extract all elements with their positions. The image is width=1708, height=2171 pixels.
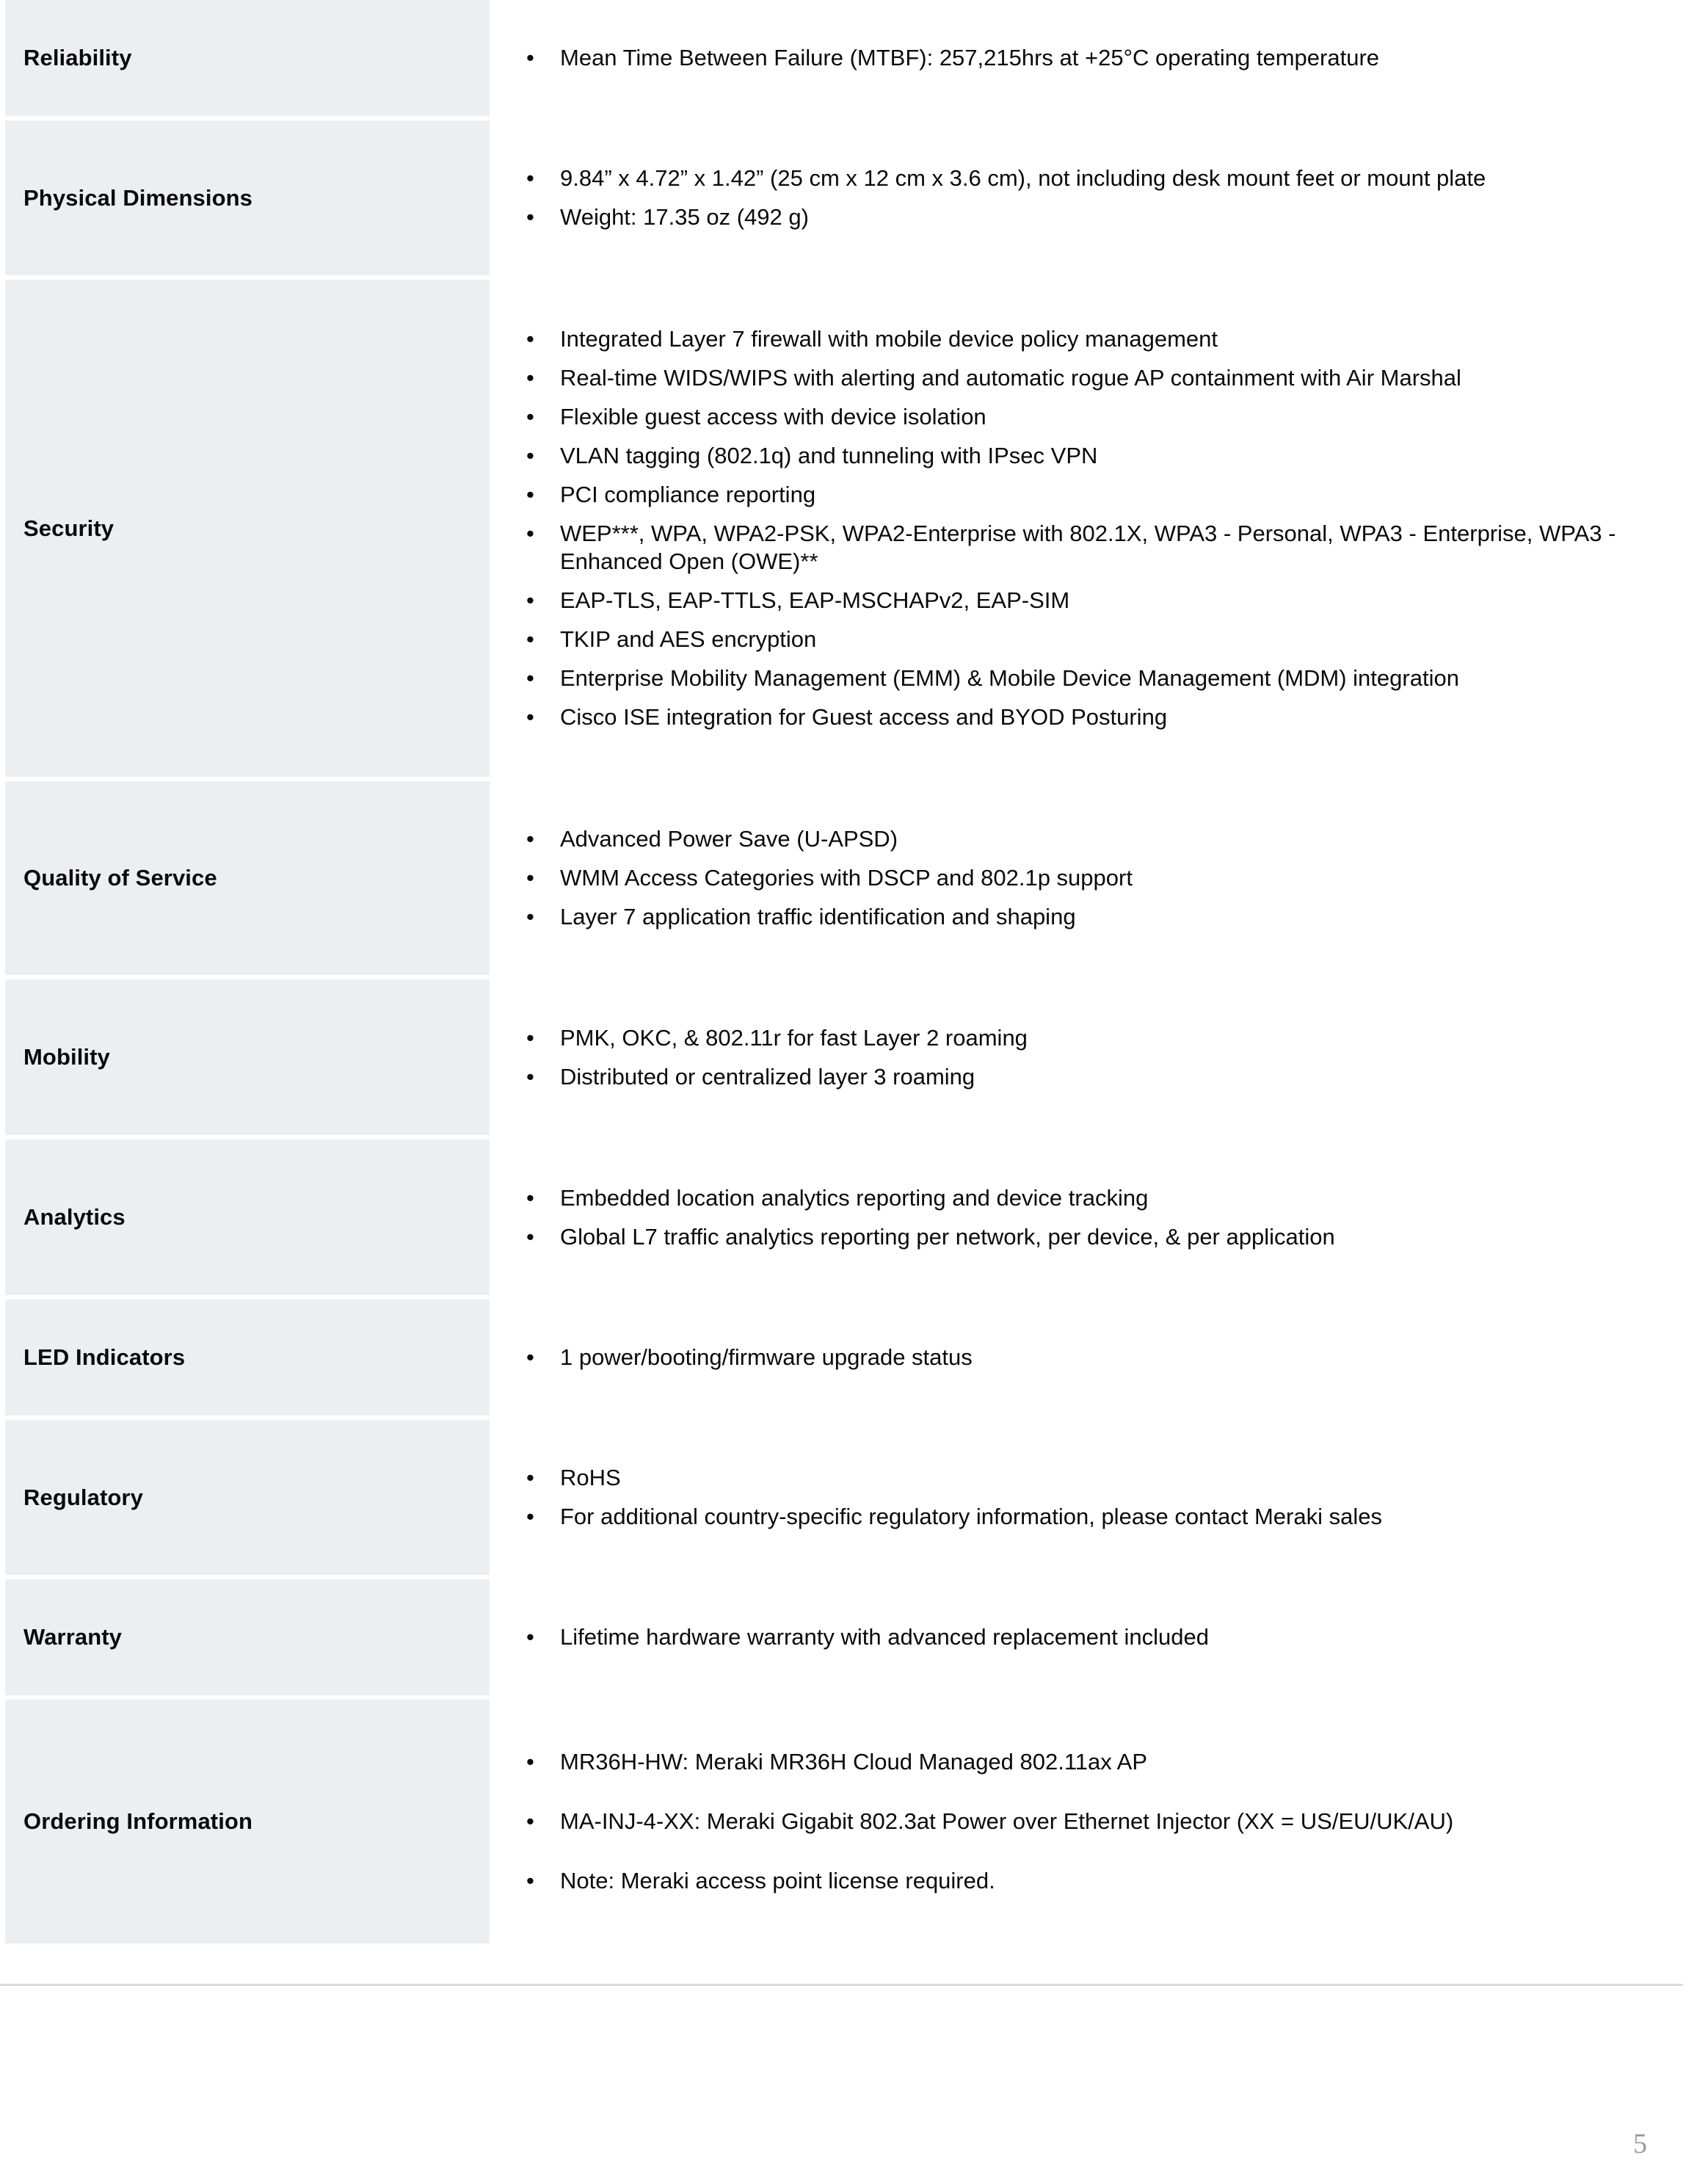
spec-label: Physical Dimensions [5,120,490,275]
list-item: • VLAN tagging (802.1q) and tunneling with IPsec VPN [526,442,1646,470]
bullet-list [526,1013,1028,1102]
footer-divider [0,1984,1683,1986]
spec-label: Ordering Information [5,1700,490,1943]
list-item: • For additional country-specific regulatory information, please contact Meraki sales [526,1503,1382,1531]
spec-row-warranty [5,1579,1676,1700]
bullet-list [526,1612,1209,1662]
spec-value [490,1420,1676,1575]
spec-row-security [5,280,1676,781]
list-item: • Layer 7 application traffic identification and shaping [526,903,1133,931]
spec-label: Reliability [5,0,490,116]
list-item: • Real-time WIDS/WIPS with alerting and automatic rogue AP containment with Air Marshal [526,364,1646,392]
bullet-list [526,153,1486,242]
spec-value [490,0,1676,116]
list-item: • Global L7 traffic analytics reporting per network, per device, & per application [526,1223,1335,1251]
bullet-list [526,1748,1453,1895]
bullet-list [526,33,1379,83]
spec-label: Mobility [5,979,490,1135]
list-item: • Integrated Layer 7 firewall with mobile device policy management [526,325,1646,353]
spec-row-mobility [5,979,1676,1139]
bullet-list [526,1333,973,1382]
page-number: 5 [1633,2128,1647,2159]
list-item: • Advanced Power Save (U-APSD) [526,825,1133,853]
bullet-list [526,314,1646,742]
spec-value [490,1300,1676,1416]
list-item: • WMM Access Categories with DSCP and 802.1p support [526,864,1133,892]
spec-value [490,1579,1676,1695]
spec-row-quality-of-service [5,781,1676,979]
spec-value [490,781,1676,975]
spec-value [490,979,1676,1135]
spec-label: Security [5,280,490,777]
list-item: • Enterprise Mobility Management (EMM) & Mobile Device Management (MDM) integration [526,664,1646,692]
spec-label: Regulatory [5,1420,490,1575]
list-item: • Mean Time Between Failure (MTBF): 257,215hrs at +25°C operating temperature [526,44,1379,72]
spec-value [490,1700,1676,1943]
list-item: • Lifetime hardware warranty with advanced replacement included [526,1623,1209,1651]
list-item: • Flexible guest access with device isolation [526,403,1646,431]
spec-row-reliability [5,0,1676,120]
list-item: • EAP-TLS, EAP-TTLS, EAP-MSCHAPv2, EAP-SIM [526,587,1646,615]
spec-label: LED Indicators [5,1300,490,1416]
list-item: • RoHS [526,1464,1382,1492]
spec-label: Quality of Service [5,781,490,975]
list-item: • MR36H-HW: Meraki MR36H Cloud Managed 802.11ax AP [526,1748,1453,1776]
spec-row-analytics [5,1139,1676,1300]
spec-value [490,280,1676,777]
list-item: • 9.84” x 4.72” x 1.42” (25 cm x 12 cm x 3.6 cm), not including desk mount feet or mount plate [526,164,1486,192]
bullet-list [526,814,1133,942]
spec-row-ordering-information [5,1700,1676,1943]
list-item: • MA-INJ-4-XX: Meraki Gigabit 802.3at Power over Ethernet Injector (XX = US/EU/UK/AU) [526,1808,1453,1835]
list-item: • Note: Meraki access point license required. [526,1867,1453,1895]
spec-row-led-indicators [5,1300,1676,1420]
bullet-list [526,1453,1382,1542]
bullet-list [526,1173,1335,1262]
spec-value [490,120,1676,275]
spec-table [5,0,1676,1943]
spec-label: Analytics [5,1139,490,1295]
spec-row-regulatory [5,1420,1676,1579]
spec-value [490,1139,1676,1295]
list-item: • 1 power/booting/firmware upgrade status [526,1344,973,1371]
list-item: • Weight: 17.35 oz (492 g) [526,203,1486,231]
list-item: • PMK, OKC, & 802.11r for fast Layer 2 roaming [526,1024,1028,1052]
spec-row-physical-dimensions [5,120,1676,280]
list-item: • Distributed or centralized layer 3 roaming [526,1063,1028,1091]
list-item: • PCI compliance reporting [526,481,1646,509]
spec-label: Warranty [5,1579,490,1695]
list-item: • TKIP and AES encryption [526,626,1646,653]
list-item: • WEP***, WPA, WPA2-PSK, WPA2-Enterprise with 802.1X, WPA3 - Personal, WPA3 - Enterprise, WPA3 - Enhanced Open (OWE)** [526,520,1646,576]
list-item: • Cisco ISE integration for Guest access and BYOD Posturing [526,703,1646,731]
list-item: • Embedded location analytics reporting and device tracking [526,1184,1335,1212]
